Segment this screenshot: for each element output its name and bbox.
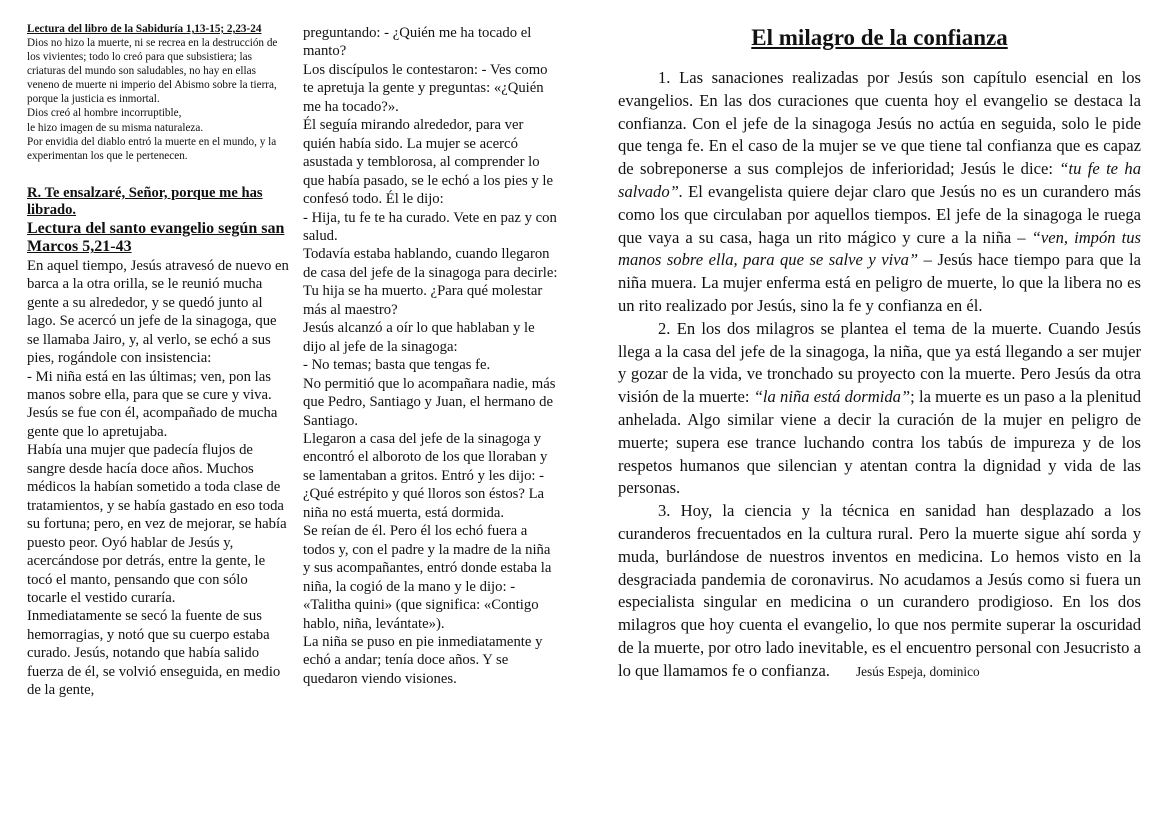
gospel-paragraph: Los discípulos le contestaron: - Ves como te apretuja la gente y preguntas: «¿Quién me ha tocado?». — [303, 61, 548, 115]
commentary-quote: “tu fe te ha salvado”. — [618, 159, 1141, 201]
middle-column — [303, 22, 558, 688]
commentary-text: 3. Hoy, la ciencia y la técnica en sanidad han desplazado a los curanderos frecuentados en la cultura rural. Pero la muerte sigue ahí sorda y muda, burlándose de nuestros inventos en medicina. Lo hemos visto en la desgraciada pandemia de coronavirus. No acudamos a Jesús como si fuera un especialista singular en medicina o un curandero prodigioso. En los dos milagros que hoy cuenta el evangelio, lo que nos permite superar la oscuridad de la muerte, por otro lado inevitable, es el encuentro personal con Jesucristo a lo que llamamos fe o confianza. — [618, 501, 1141, 680]
gospel-paragraph: Había una mujer que padecía flujos de sangre desde hacía doce años. Muchos médicos la habían sometido a toda clase de tratamientos, y se había gastado en eso toda su fortuna; pero, en vez de mejorar, se había puesto peor. Oyó hablar de Jesús y, acercándose por detrás, entre la gente, le tocó el manto, pensando que con sólo tocarle el vestido curaría. — [27, 442, 287, 606]
first-reading-text — [27, 36, 291, 163]
gospel-paragraph: preguntando: - ¿Quién me ha tocado el manto? — [303, 25, 532, 60]
first-reading-line: Dios no hizo la muerte, ni se recrea en la destrucción de los vivientes; todo lo creó para que subsistiera; las criaturas del mundo son saludables, no hay en ellas veneno de muerte ni imperio del Abismo sobre la tierra, porque la justicia es inmortal. — [27, 37, 278, 106]
commentary-column — [618, 22, 1141, 684]
first-reading-heading: Lectura del libro de la Sabiduría 1,13-15; 2,23-24 — [27, 23, 262, 35]
gospel-text-part2 — [303, 24, 558, 688]
gospel-paragraph: Inmediatamente se secó la fuente de sus hemorragias, y notó que su cuerpo estaba curado. Jesús, notando que había salido fuerza de él, se volvió enseguida, en medio de la gente, — [27, 608, 281, 699]
gospel-text-part1 — [27, 257, 291, 700]
commentary-paragraph-1 — [618, 67, 1141, 318]
commentary-paragraph-2 — [618, 318, 1141, 500]
gospel-paragraph: Todavía estaba hablando, cuando llegaron de casa del jefe de la sinagoga para decirle: Tu hija se ha muerto. ¿Para qué molestar más al maestro? — [303, 246, 558, 318]
commentary-paragraph-3 — [618, 500, 1141, 683]
gospel-paragraph: - Hija, tu fe te ha curado. Vete en paz y con salud. — [303, 209, 557, 244]
gospel-paragraph: La niña se puso en pie inmediatamente y echó a andar; tenía doce años. Y se quedaron viendo visiones. — [303, 633, 543, 687]
first-reading-line: Por envidia del diablo entró la muerte en el mundo, y la experimentan los que le pertenecen. — [27, 135, 277, 162]
commentary-quote: “la niña está dormida” — [753, 387, 911, 407]
commentary-body — [618, 67, 1141, 684]
commentary-title: El milagro de la confianza — [751, 25, 1008, 50]
gospel-paragraph: Jesús alcanzó a oír lo que hablaban y le dijo al jefe de la sinagoga: — [303, 320, 535, 355]
author-signature: Jesús Espeja, dominico — [855, 663, 980, 679]
commentary-text: ; la muerte es un paso a la plenitud anhelada. Algo similar viene a decir la curación de la mujer en peligro de muerte; supera ese trance luchando contra los tabús de impureza y de los respetos humanos que silencian y atentan contra la dignidad y vida de las personas. — [618, 387, 1141, 498]
first-reading-line: le hizo imagen de su misma naturaleza. — [27, 121, 204, 134]
gospel-paragraph: Él seguía mirando alrededor, para ver quién había sido. La mujer se acercó asustada y temblorosa, al comprender lo que había pasado, se le echó a los pies y le confesó todo. Él le dijo: — [303, 117, 554, 208]
gospel-paragraph: - No temas; basta que tengas fe. — [303, 357, 491, 374]
gospel-paragraph: - Mi niña está en las últimas; ven, pon las manos sobre ella, para que se cure y viva. — [27, 368, 272, 404]
psalm-response: R. Te ensalzaré, Señor, porque me has librado. — [27, 184, 263, 219]
first-reading-line: Dios creó al hombre incorruptible, — [27, 107, 182, 120]
gospel-paragraph: No permitió que lo acompañara nadie, más que Pedro, Santiago y Juan, el hermano de Santiago. — [303, 375, 556, 429]
commentary-text: – Jesús hace tiempo para que la niña muera. La mujer enferma está en peligro de muerte, lo que la libera no es un rito realizado por Jesús, sino la fe y confianza en él. — [618, 250, 1141, 315]
gospel-heading: Lectura del santo evangelio según san Marcos 5,21-43 — [27, 219, 285, 256]
commentary-text: 1. Las sanaciones realizadas por Jesús son capítulo esencial en los evangelios. En las dos curaciones que cuenta hoy el evangelio se destaca la confianza. Con el jefe de la sinagoga Jesús no actúa en seguida, solo le pide que tenga fe. En el caso de la mujer se ve que tiene tal confianza que es capaz de sobreponerse a sus complejos de inferioridad; Jesús le dice: — [618, 68, 1141, 179]
gospel-paragraph: En aquel tiempo, Jesús atravesó de nuevo en barca a la otra orilla, se le reunió mucha gente a su alrededor, y se quedó junto al lago. Se acercó un jefe de la sinagoga, que se llamaba Jairo, y, al verlo, se echó a sus pies, rogándole con insistencia: — [27, 257, 289, 367]
left-column — [27, 22, 291, 700]
gospel-paragraph: Llegaron a casa del jefe de la sinagoga y encontró el alboroto de los que lloraban y se lamentaban a gritos. Entró y les dijo: - ¿Qué estrépito y qué lloros son éstos? La niña no está muerta, está dormida. — [303, 430, 548, 521]
gospel-paragraph: Jesús se fue con él, acompañado de mucha gente que lo apretujaba. — [27, 405, 278, 440]
commentary-text: 2. En los dos milagros se plantea el tema de la muerte. Cuando Jesús llega a la casa del jefe de la sinagoga, la niña, que ya está llegando a ser mujer y gozar de la vida, ve tronchado su proyecto con la muerte. Pero Jesús da otra visión de la muerte: — [618, 318, 1141, 407]
commentary-quote: “ven, impón tus manos sobre ella, para que se salve y viva” — [618, 227, 1141, 270]
gospel-paragraph: Se reían de él. Pero él los echó fuera a todos y, con el padre y la madre de la niña y sus acompañantes, entró donde estaba la niña, la cogió de la mano y le dijo: - «Talitha quini» (que significa: «Contigo hablo, niña, levántate»). — [303, 523, 552, 632]
commentary-text: El evangelista quiere dejar claro que Jesús no es un curandero más como los que circulaban por aquellos tiempos. El jefe de la sinagoga le ruega que vaya a su casa, haga un rito mágico y cure a la niña – — [618, 181, 1141, 247]
